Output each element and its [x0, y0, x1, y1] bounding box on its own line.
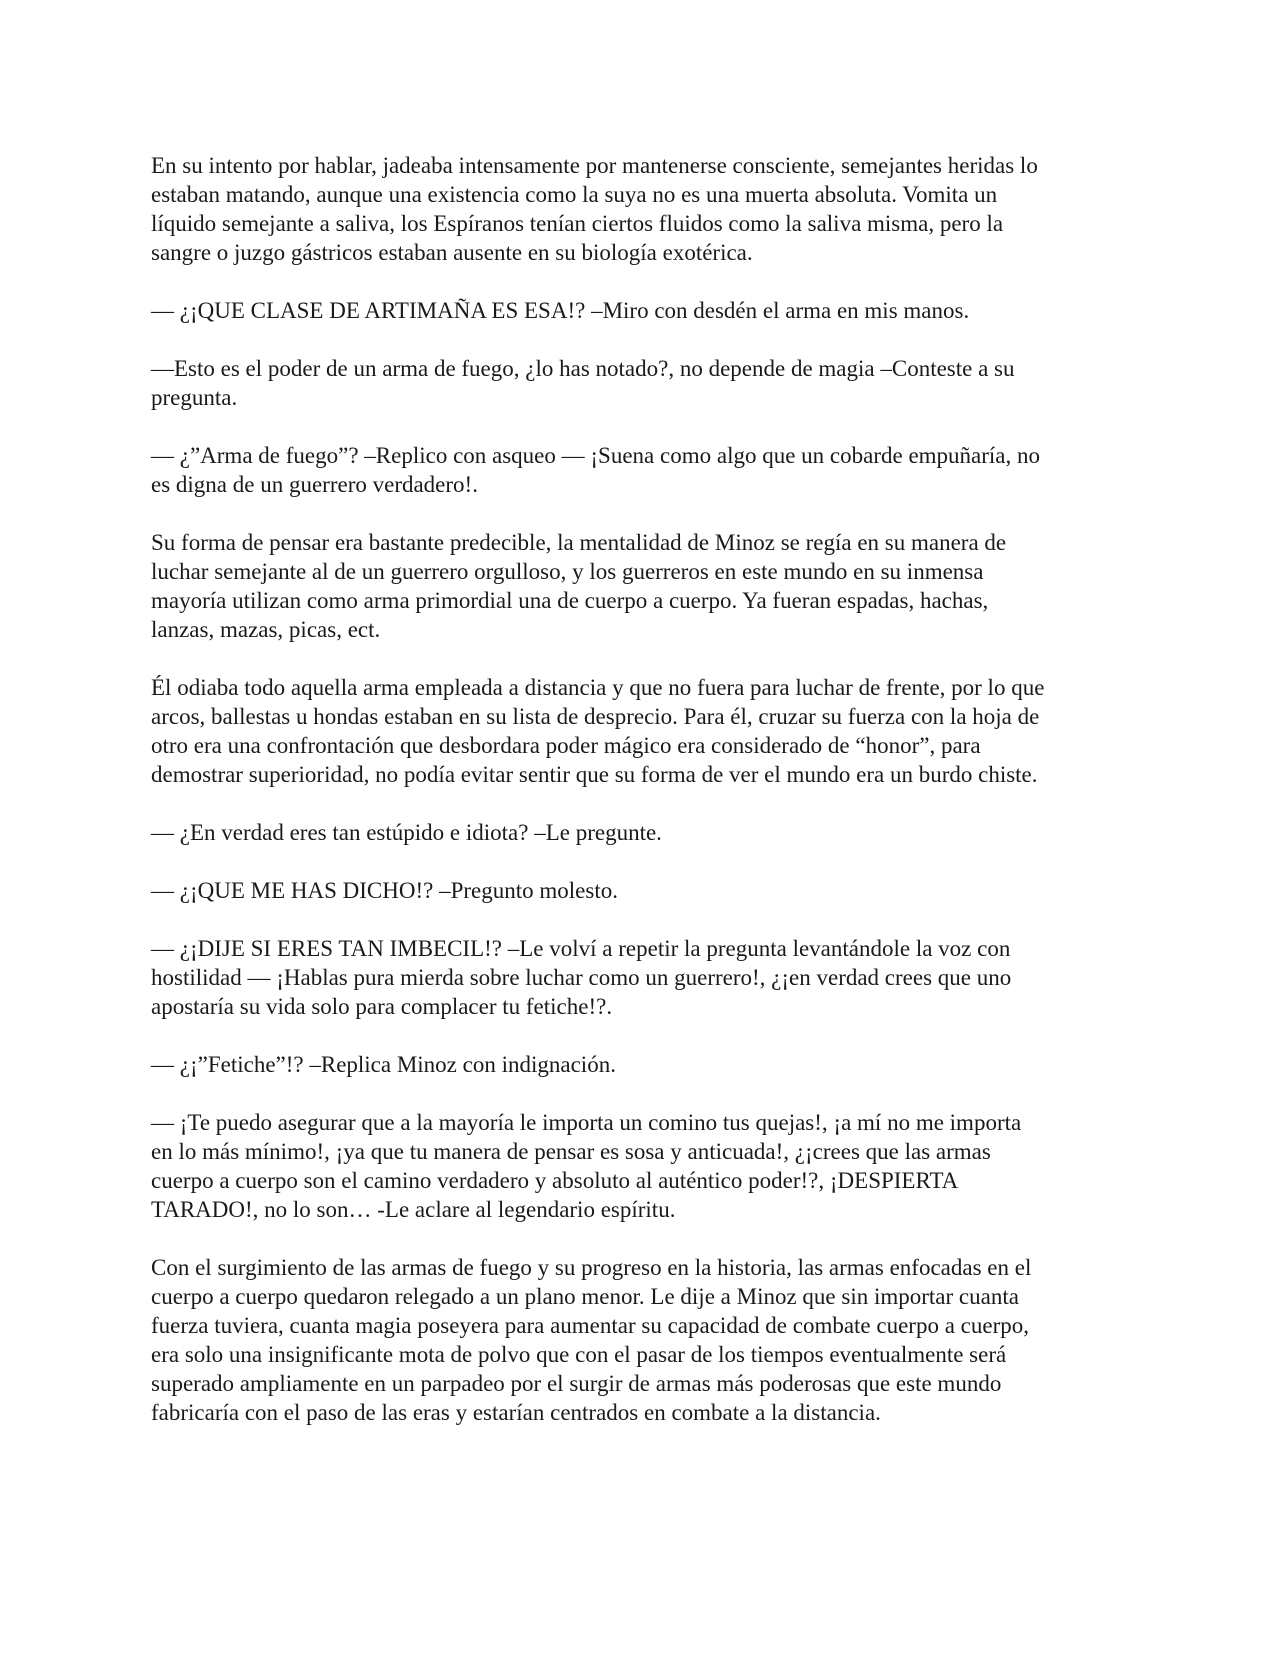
dialogue-line: — ¿”Arma de fuego”? –Replico con asqueo — ¡Suena como algo que un cobarde empuñaría, no es digna de un guerrero verdadero!.	[151, 443, 1041, 497]
dialogue-line: — ¿¡QUE ME HAS DICHO!? –Pregunto molesto.	[151, 878, 618, 903]
dialogue-line: — ¿¡QUE CLASE DE ARTIMAÑA ES ESA!? –Miro con desdén el arma en mis manos.	[151, 298, 970, 323]
dialogue-line: — ¿¡DIJE SI ERES TAN IMBECIL!? –Le volví a repetir la pregunta levantándole la voz con hostilidad — ¡Hablas pura mierda sobre luchar como un guerrero!, ¿¡en verdad crees que uno apostaría su vida solo para complacer tu fetiche!?.	[151, 936, 1012, 1019]
dialogue-line: — ¡Te puedo asegurar que a la mayoría le importa un comino tus quejas!, ¡a mí no me importa en lo más mínimo!, ¡ya que tu manera de pensar es sosa y anticuada!, ¿¡crees que las armas cuerpo a cuerpo son el camino verdadero y absoluto al auténtico poder!?, ¡DESPIERTA TARADO!, no lo son… -Le aclare al legendario espíritu.	[151, 1110, 1022, 1222]
narrative-paragraph: Con el surgimiento de las armas de fuego y su progreso en la historia, las armas enfocadas en el cuerpo a cuerpo quedaron relegado a un plano menor. Le dije a Minoz que sin importar cuanta fuerza tuviera, cuanta magia poseyera para aumentar su capacidad de combate cuerpo a cuerpo, era solo una insignificante mota de polvo que con el pasar de los tiempos eventualmente será superado ampliamente en un parpadeo por el surgir de armas más poderosas que este mundo fabricaría con el paso de las eras y estarían centrados en combate a la distancia.	[151, 1255, 1032, 1425]
narrative-paragraph: Su forma de pensar era bastante predecible, la mentalidad de Minoz se regía en su manera de luchar semejante al de un guerrero orgulloso, y los guerreros en este mundo en su inmensa mayoría utilizan como arma primordial una de cuerpo a cuerpo. Ya fueran espadas, hachas, lanzas, mazas, picas, ect.	[151, 530, 1007, 642]
narrative-paragraph: Él odiaba todo aquella arma empleada a distancia y que no fuera para luchar de frente, por lo que arcos, ballestas u hondas estaban en su lista de desprecio. Para él, cruzar su fuerza con la hoja de otro era una confrontación que desbordara poder mágico era considerado de “honor”, para demostrar superioridad, no podía evitar sentir que su forma de ver el mundo era un burdo chiste.	[151, 675, 1045, 787]
dialogue-line: —Esto es el poder de un arma de fuego, ¿lo has notado?, no depende de magia –Conteste a su pregunta.	[151, 356, 1015, 410]
dialogue-line: — ¿En verdad eres tan estúpido e idiota? –Le pregunte.	[151, 820, 662, 845]
dialogue-line: — ¿¡”Fetiche”!? –Replica Minoz con indignación.	[151, 1052, 616, 1077]
document-page	[151, 151, 1136, 1456]
paragraph-intro: En su intento por hablar, jadeaba intensamente por mantenerse consciente, semejantes heridas lo estaban matando, aunque una existencia como la suya no es una muerta absoluta. Vomita un líquido semejante a saliva, los Espíranos tenían ciertos fluidos como la saliva misma, pero la sangre o juzgo gástricos estaban ausente en su biología exotérica.	[151, 153, 1038, 265]
